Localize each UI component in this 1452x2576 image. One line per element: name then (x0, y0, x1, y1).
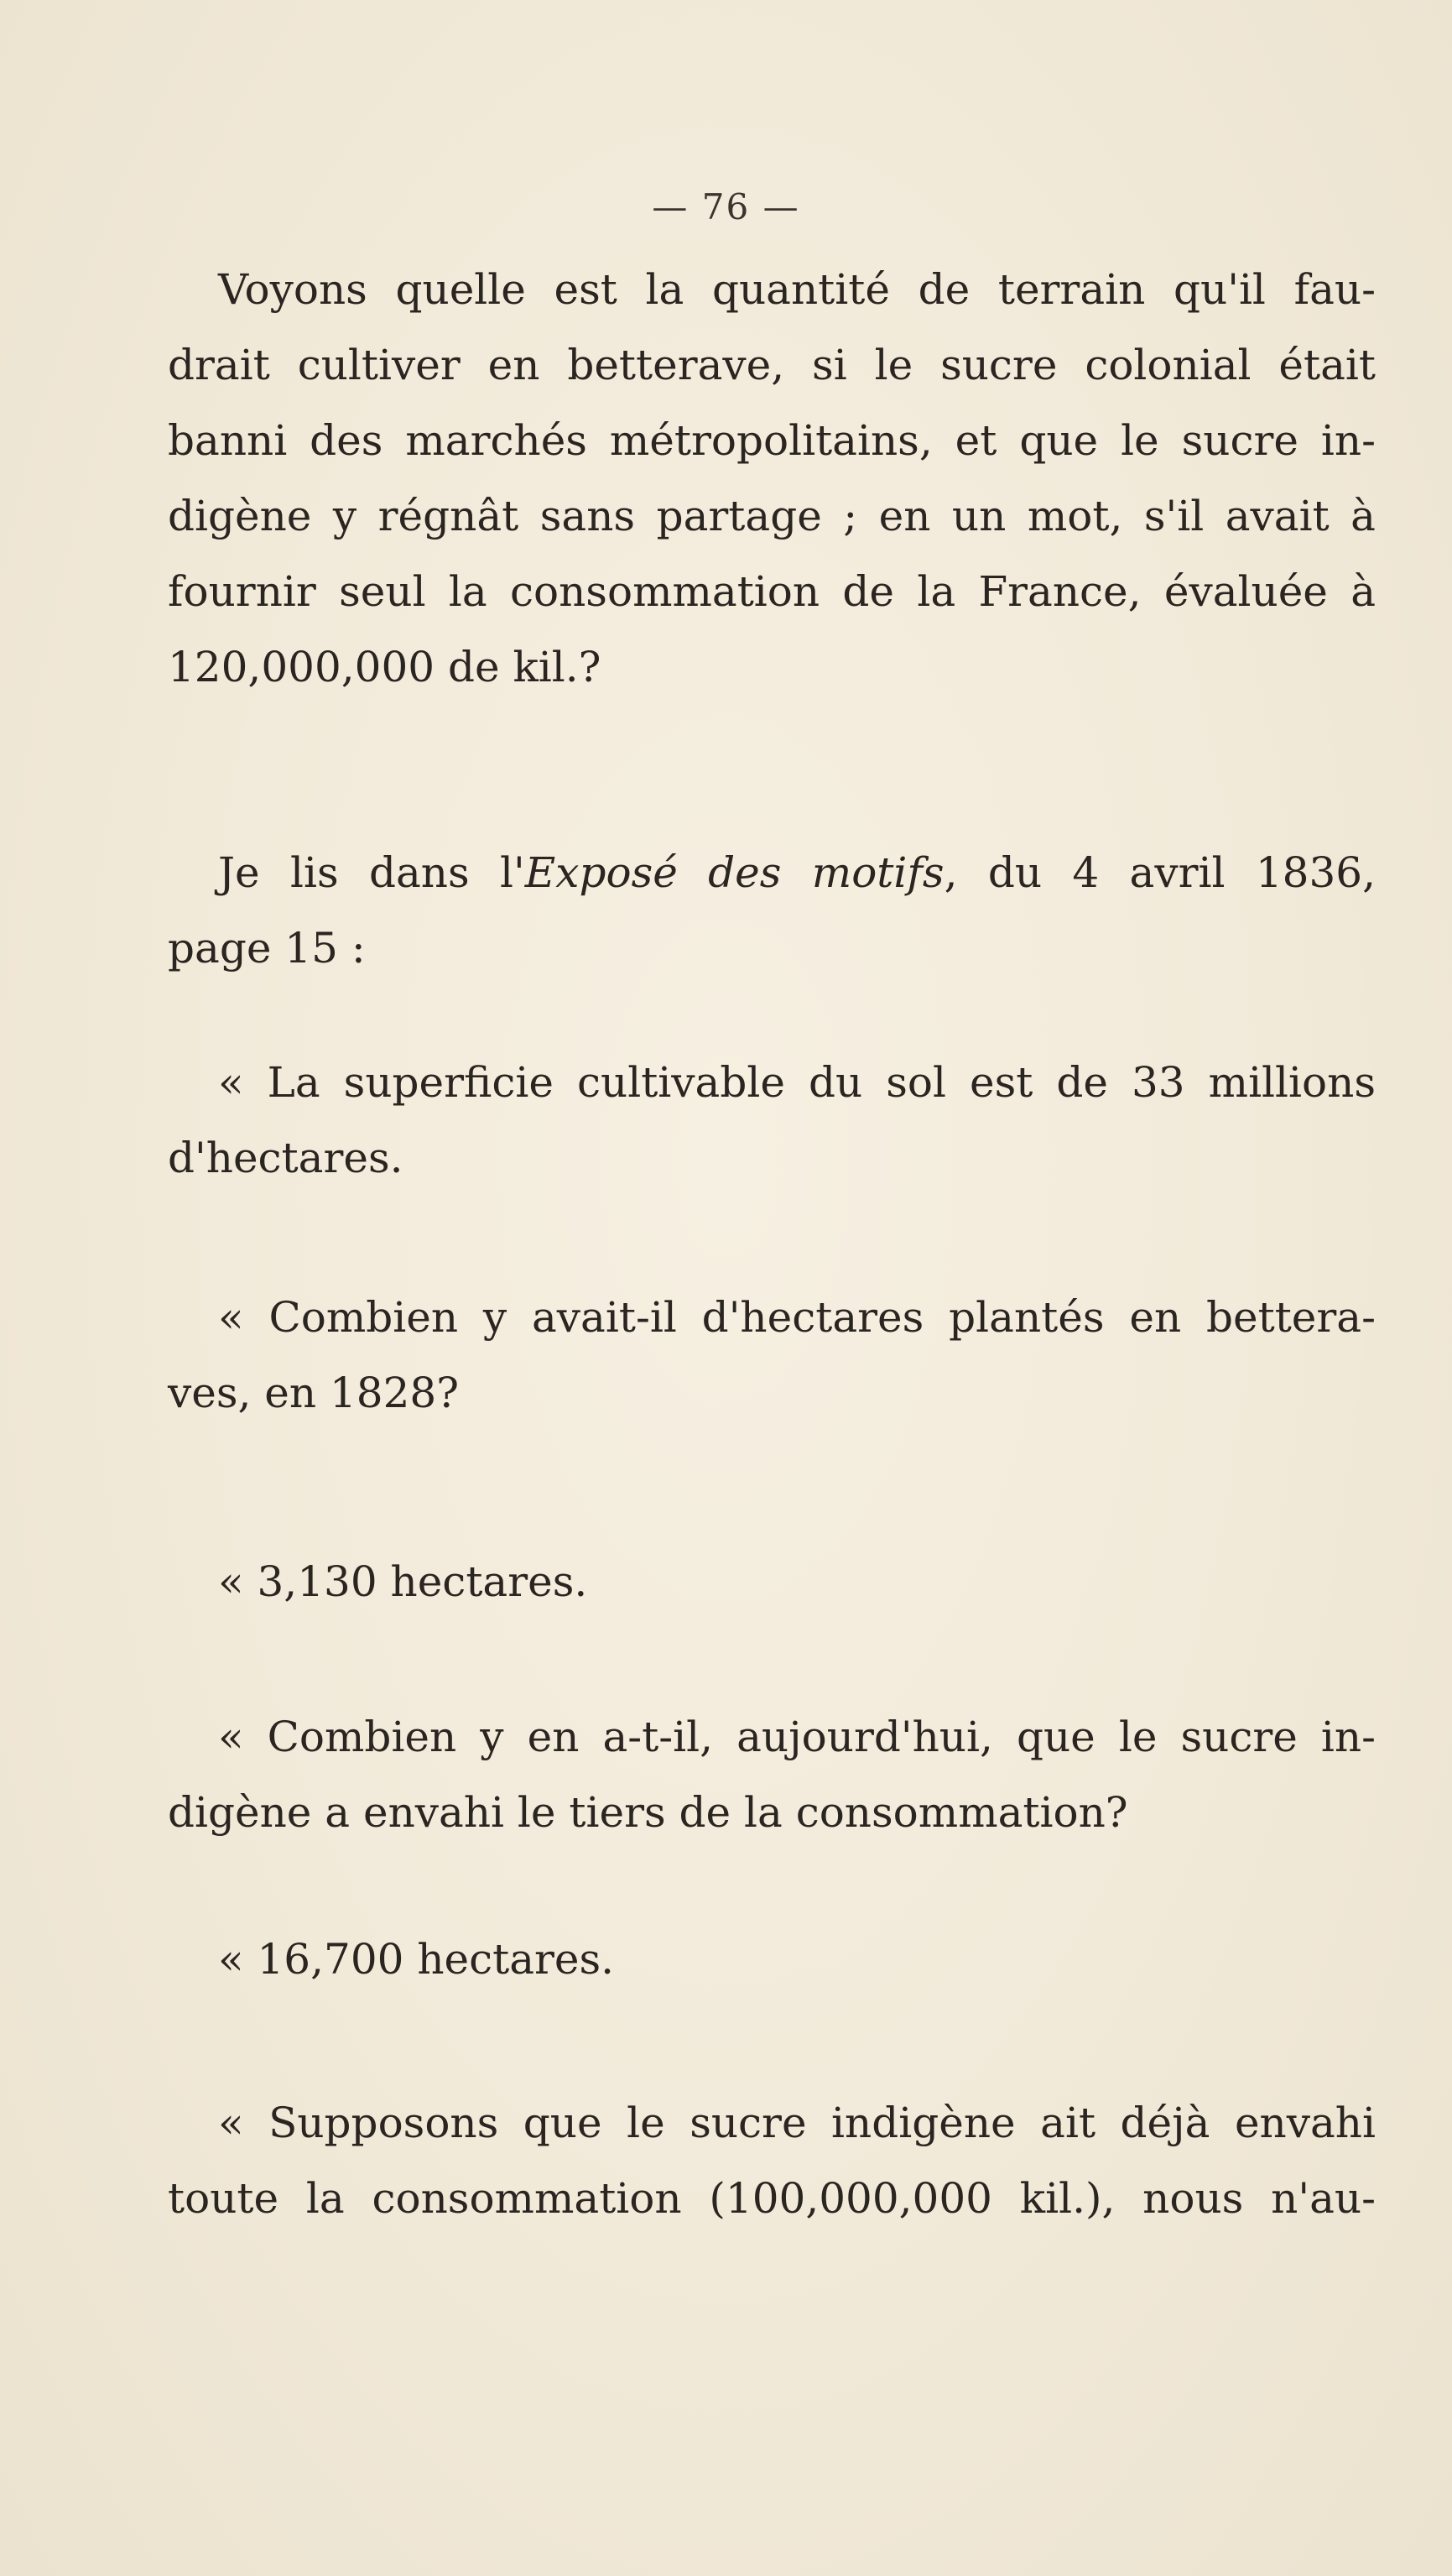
text-line: « Combien y avait-il d'hectares plantés en bettera- (218, 1293, 1376, 1342)
paragraph-6 (168, 1699, 1376, 1850)
text-line (168, 835, 1376, 910)
text-line: toute la consommation (100,000,000 kil.), nous n'au- (168, 2174, 1376, 2223)
text-line: fournir seul la consommation de la France, évaluée à (168, 567, 1376, 616)
text-line: « 16,700 hectares. (218, 1935, 615, 1984)
text-fragment: Je lis dans l' (218, 848, 525, 897)
text-line: digène y régnât sans partage ; en un mot, s'il avait à (168, 492, 1376, 540)
paragraph-3 (168, 1045, 1376, 1196)
paragraph-4 (168, 1280, 1376, 1431)
text-line: digène a envahi le tiers de la consommation? (168, 1788, 1128, 1837)
paragraph-8 (168, 2085, 1376, 2236)
text-line: banni des marchés métropolitains, et que le sucre in- (168, 416, 1376, 465)
text-line: ves, en 1828? (168, 1369, 460, 1417)
text-fragment: , du 4 avril 1836, (944, 848, 1376, 897)
text-line: drait cultiver en betterave, si le sucre colonial était (168, 341, 1376, 389)
text-line: « La superficie cultivable du sol est de 33 millions (218, 1058, 1376, 1107)
text-line: « Combien y en a-t-il, aujourd'hui, que le sucre in- (218, 1713, 1376, 1761)
text-line: d'hectares. (168, 1134, 403, 1182)
italic-title: Exposé des motifs (524, 848, 945, 897)
paragraph-5 (168, 1544, 1376, 1619)
text-line: « Supposons que le sucre indigène ait déjà envahi (218, 2099, 1376, 2147)
paragraph-1 (168, 252, 1376, 705)
text-line: Voyons quelle est la quantité de terrain qu'il fau- (218, 265, 1376, 314)
text-line: 120,000,000 de kil.? (168, 643, 601, 691)
text-line: « 3,130 hectares. (218, 1557, 588, 1606)
page-number: — 76 — (652, 186, 800, 227)
paragraph-7 (168, 1922, 1376, 1997)
text-line: page 15 : (168, 924, 366, 973)
paragraph-2 (168, 835, 1376, 986)
